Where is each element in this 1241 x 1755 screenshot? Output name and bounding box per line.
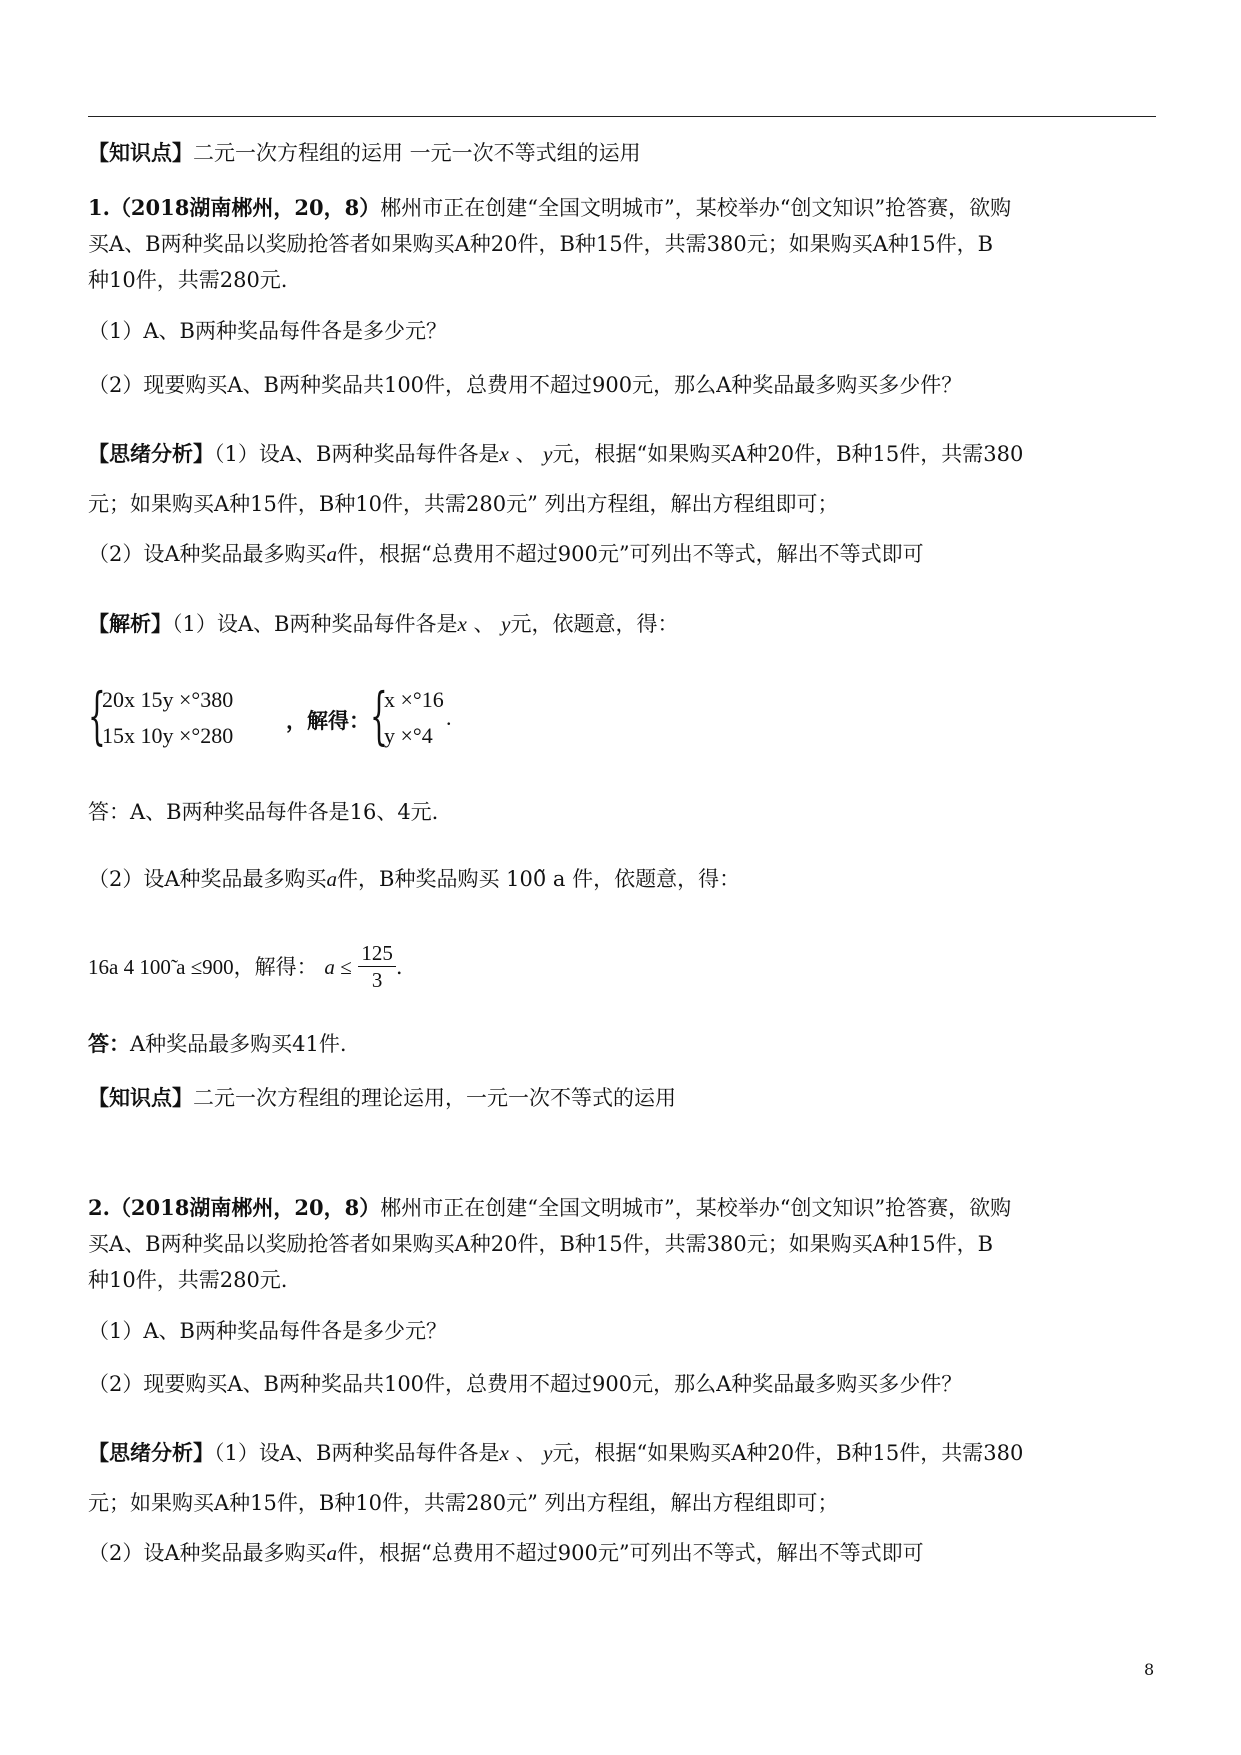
question-number: 1. (88, 195, 110, 220)
question-1-line-1 (88, 195, 1011, 221)
analysis-text: （2）设A种奖品最多购买 (88, 542, 327, 566)
header-rule (88, 116, 1156, 117)
question-number: 2. (88, 1195, 110, 1220)
analysis-1-line-3 (88, 541, 924, 567)
solution-text: （2）设A种奖品最多购买 (88, 867, 327, 891)
final-answer-1 (88, 1031, 347, 1057)
analysis-2-line-2: 元；如果购买A种15件，B种10件，共需280元” 列出方程组，解出方程组即可； (88, 1491, 839, 1515)
page-number: 8 (1144, 1660, 1155, 1679)
question-text: 郴州市正在创建“全国文明城市”，某校举办“创文知识”抢答赛，欲购 (380, 196, 1012, 220)
question-2-line-3: 种10件，共需280元. (88, 1268, 288, 1292)
question-1-sub-1: （1）A、B两种奖品每件各是多少元？ (88, 319, 447, 343)
knowledge-point-1 (88, 140, 641, 166)
var-y: y (501, 612, 511, 636)
equation-system (88, 679, 488, 757)
knowledge-point-2 (88, 1085, 676, 1111)
solution-tag: 【解析】 (88, 611, 172, 636)
solution-x: x ×°16 (384, 687, 444, 712)
analysis-text: （1）设A、B两种奖品每件各是 (214, 1441, 500, 1465)
fraction-denominator: 3 (371, 968, 383, 992)
solution-text: （1）设A、B两种奖品每件各是 (172, 612, 458, 636)
knowledge-point-text: 二元一次方程组的理论运用，一元一次不等式的运用 (193, 1086, 676, 1110)
analysis-tag: 【思绪分析】 (88, 1440, 214, 1465)
var-x: x (499, 1441, 509, 1465)
answer-1: 答：A、B两种奖品每件各是16、4元. (88, 800, 439, 824)
solution-y: y ×°4 (384, 723, 433, 748)
inequality-line (88, 942, 403, 995)
fraction-numerator: 125 (358, 940, 396, 967)
period: . (446, 705, 452, 730)
question-source: （2018湖南郴州，20，8） (109, 195, 381, 220)
var-x: x (457, 612, 467, 636)
question-2-sub-2: （2）现要购买A、B两种奖品共100件，总费用不超过900元，那么A种奖品最多购买多少件？ (88, 1372, 963, 1396)
left-brace: { (88, 679, 106, 752)
equation-1: 20x 15y ×°380 (102, 687, 234, 712)
analysis-text: 件，根据“总费用不超过900元”可列出不等式，解出不等式即可 (337, 1541, 924, 1565)
question-1-line-2: 买A、B两种奖品以奖励抢答者如果购买A种20件，B种15件，共需380元；如果购买A种15件，B (88, 232, 994, 256)
var-a: a (326, 542, 338, 566)
separator: 、 (515, 442, 537, 466)
question-text: 郴州市正在创建“全国文明城市”，某校举办“创文知识”抢答赛，欲购 (380, 1196, 1012, 1220)
equation-2: 15x 10y ×°280 (102, 723, 234, 748)
answer-text: A种奖品最多购买41件. (130, 1032, 347, 1056)
analysis-text: 件，根据“总费用不超过900元”可列出不等式，解出不等式即可 (337, 542, 924, 566)
period: . (395, 955, 403, 979)
answer-tag: 答： (88, 1031, 130, 1056)
var-x: x (499, 442, 509, 466)
solution-text: 件，B种奖品购买 100̃ a 件，依题意，得： (337, 867, 741, 891)
analysis-2-line-1 (88, 1440, 1023, 1466)
separator: 、 (473, 612, 495, 636)
var-y: y (543, 442, 553, 466)
solve-label: ，解得： (286, 709, 370, 733)
analysis-2-line-3 (88, 1540, 924, 1566)
analysis-text: 元，根据“如果购买A种20件，B种15件，共需380 (552, 1441, 1024, 1465)
fraction (358, 940, 396, 993)
inequality-variable: a ≤ (324, 955, 352, 979)
knowledge-point-text: 二元一次方程组的运用 一元一次不等式组的运用 (193, 141, 641, 165)
question-2-sub-1: （1）A、B两种奖品每件各是多少元？ (88, 1319, 447, 1343)
var-a: a (326, 867, 338, 891)
analysis-1-line-1 (88, 441, 1023, 467)
var-y: y (543, 1441, 553, 1465)
question-1-line-3: 种10件，共需280元. (88, 268, 288, 292)
solution-1-line-2 (88, 866, 740, 892)
analysis-tag: 【思绪分析】 (88, 441, 214, 466)
left-brace: { (370, 679, 388, 752)
analysis-text: 元，根据“如果购买A种20件，B种15件，共需380 (552, 442, 1024, 466)
solution-text: 元，依题意，得： (510, 612, 679, 636)
analysis-text: （2）设A种奖品最多购买 (88, 1541, 327, 1565)
question-1-sub-2: （2）现要购买A、B两种奖品共100件，总费用不超过900元，那么A种奖品最多购买多少件？ (88, 373, 963, 397)
knowledge-point-tag: 【知识点】 (88, 1085, 193, 1110)
analysis-text: （1）设A、B两种奖品每件各是 (214, 442, 500, 466)
question-source: （2018湖南郴州，20，8） (109, 1195, 381, 1220)
solution-1-line-1 (88, 611, 679, 637)
separator: 、 (515, 1441, 537, 1465)
question-2-line-1 (88, 1195, 1011, 1221)
var-a: a (326, 1541, 338, 1565)
question-2-line-2: 买A、B两种奖品以奖励抢答者如果购买A种20件，B种15件，共需380元；如果购买A种15件，B (88, 1232, 994, 1256)
analysis-1-line-2: 元；如果购买A种15件，B种10件，共需280元” 列出方程组，解出方程组即可； (88, 492, 839, 516)
inequality: 16a 4 100̃ a ≤900，解得： (88, 955, 318, 979)
knowledge-point-tag: 【知识点】 (88, 140, 193, 165)
